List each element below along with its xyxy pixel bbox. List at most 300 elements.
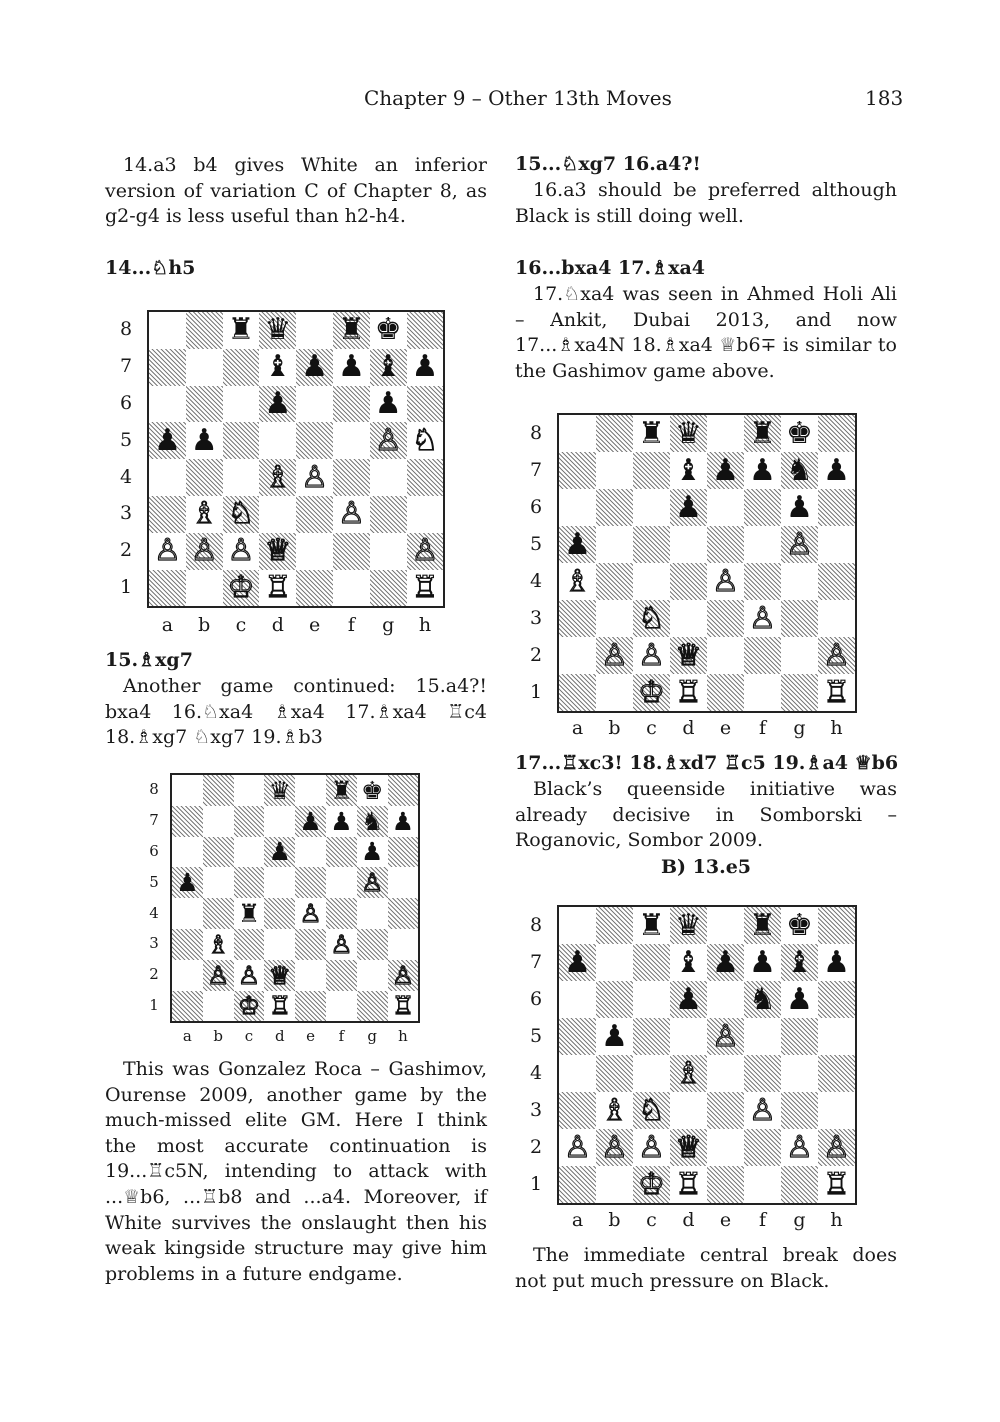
white-pawn-icon: ♙ — [227, 533, 255, 569]
file-label: e — [308, 614, 321, 636]
black-pawn-icon: ♟ — [268, 837, 291, 867]
black-knight-icon: ♞ — [360, 806, 384, 836]
board-square — [744, 944, 781, 981]
board-square — [744, 907, 781, 944]
board-square — [295, 898, 326, 929]
board-square — [333, 570, 370, 607]
black-pawn-icon: ♟ — [786, 981, 813, 1017]
board-square — [223, 386, 260, 423]
board-square — [744, 415, 781, 452]
rank-label: 2 — [149, 965, 159, 984]
board-square — [149, 422, 186, 459]
rank-label: 1 — [149, 996, 159, 1014]
board-square — [172, 867, 203, 898]
black-pawn-icon: ♟ — [190, 422, 218, 458]
board-square — [818, 944, 855, 981]
board-square — [296, 570, 333, 607]
board-square — [172, 929, 203, 960]
white-rook-icon: ♖ — [391, 991, 415, 1021]
white-rook-icon: ♖ — [268, 991, 291, 1021]
board-square — [234, 806, 265, 837]
board-square — [203, 960, 234, 991]
left-paragraph-1: 14.a3 b4 gives White an inferior version of variation C of Chapter 8, as g2-g4 is less useful than h2-h4. — [105, 154, 487, 228]
white-pawn-icon: ♙ — [411, 533, 439, 569]
white-rook-icon: ♖ — [823, 674, 850, 710]
board-square — [707, 1166, 744, 1203]
white-pawn-icon: ♙ — [564, 1129, 591, 1165]
board-square — [670, 1129, 707, 1166]
board-square — [818, 1055, 855, 1092]
file-label: a — [182, 1027, 192, 1045]
rank-label: 1 — [529, 680, 543, 703]
board-square — [781, 489, 818, 526]
board-square — [326, 991, 357, 1022]
board-square — [781, 600, 818, 637]
right-move-heading-1: 15...♘xg7 16.a4?! — [515, 153, 701, 175]
board-square — [707, 981, 744, 1018]
board-square — [818, 1092, 855, 1129]
board-square — [264, 960, 295, 991]
board-square — [264, 775, 295, 806]
black-bishop-icon: ♝ — [264, 349, 292, 385]
board-square — [707, 600, 744, 637]
board-square — [781, 563, 818, 600]
black-pawn-icon: ♟ — [264, 385, 292, 421]
board-square — [264, 806, 295, 837]
white-queen-icon: ♕ — [264, 533, 292, 569]
board-square — [633, 944, 670, 981]
board-square — [388, 806, 419, 837]
white-pawn-icon: ♙ — [601, 1129, 628, 1165]
black-pawn-icon: ♟ — [749, 944, 776, 980]
board-square — [370, 312, 407, 349]
board-square — [296, 533, 333, 570]
white-pawn-icon: ♙ — [638, 1129, 665, 1165]
board-square — [559, 1055, 596, 1092]
board-square — [707, 1092, 744, 1129]
black-rook-icon: ♜ — [337, 312, 365, 348]
board-square — [781, 1166, 818, 1203]
board-square — [633, 674, 670, 711]
board-square — [172, 991, 203, 1022]
white-knight-icon: ♘ — [638, 1092, 665, 1128]
file-label: e — [306, 1027, 316, 1045]
board-square — [203, 867, 234, 898]
board-square — [559, 489, 596, 526]
white-rook-icon: ♖ — [675, 674, 702, 710]
black-bishop-icon: ♝ — [675, 944, 702, 980]
rank-label: 7 — [119, 355, 133, 378]
black-pawn-icon: ♟ — [176, 868, 199, 898]
right-paragraph-1: 16.a3 should be preferred although Black is still doing well. — [515, 179, 897, 227]
board-square — [370, 349, 407, 386]
white-knight-icon: ♘ — [411, 422, 439, 458]
left-move-heading-2: 15.♗xg7 — [105, 649, 193, 671]
page-number: 183 — [865, 86, 904, 110]
board-square — [818, 600, 855, 637]
black-queen-icon: ♛ — [268, 775, 291, 805]
board-square — [596, 907, 633, 944]
white-pawn-icon: ♙ — [823, 637, 850, 673]
board-square — [295, 929, 326, 960]
board-square — [596, 1129, 633, 1166]
board-square — [559, 526, 596, 563]
board-square — [234, 775, 265, 806]
black-pawn-icon: ♟ — [749, 452, 776, 488]
board-square — [203, 898, 234, 929]
white-king-icon: ♔ — [227, 569, 255, 605]
left-paragraph-3: This was Gonzalez Roca – Gashimov, Ourense 2009, another game by the much-missed elite GM. Here I think the most accurate continuation is 19...♖c5N, intending to attack with ...♕b6, ...♖b8 and ...a4. Moreover, if White survives the onslaught then his weak kingside structure may give him problems in a future endgame. — [105, 1058, 487, 1285]
board-square — [149, 312, 186, 349]
board-square — [186, 459, 223, 496]
section-heading: B) 13.e5 — [660, 856, 752, 878]
board-square — [234, 867, 265, 898]
board-square — [781, 1055, 818, 1092]
white-pawn-icon: ♙ — [330, 929, 353, 959]
rank-label: 2 — [529, 1135, 543, 1158]
white-pawn-icon: ♙ — [374, 422, 402, 458]
black-pawn-icon: ♟ — [786, 489, 813, 525]
board-square — [818, 907, 855, 944]
board-square — [172, 806, 203, 837]
board-square — [333, 422, 370, 459]
board-square — [149, 349, 186, 386]
board-square — [559, 600, 596, 637]
board-square — [186, 496, 223, 533]
board-square — [223, 312, 260, 349]
board-square — [388, 929, 419, 960]
board-square — [670, 1018, 707, 1055]
left-move-heading-1: 14...♘h5 — [105, 257, 196, 279]
white-bishop-icon: ♗ — [564, 563, 591, 599]
board-square — [744, 1129, 781, 1166]
file-label: b — [213, 1027, 223, 1045]
rank-label: 3 — [529, 606, 543, 629]
black-pawn-icon: ♟ — [374, 385, 402, 421]
white-queen-icon: ♕ — [268, 960, 291, 990]
file-label: f — [758, 717, 767, 739]
board-square — [326, 806, 357, 837]
white-bishop-icon: ♗ — [675, 1055, 702, 1091]
board-square — [707, 944, 744, 981]
rank-label: 5 — [529, 532, 543, 555]
board-square — [670, 637, 707, 674]
board-square — [407, 422, 444, 459]
file-label: d — [682, 1209, 695, 1231]
board-square — [670, 563, 707, 600]
board-square — [781, 907, 818, 944]
board-square — [596, 526, 633, 563]
board-square — [370, 533, 407, 570]
board-square — [707, 1018, 744, 1055]
board-square — [744, 1166, 781, 1203]
file-label: a — [161, 614, 174, 636]
board-square — [707, 489, 744, 526]
board-square — [234, 960, 265, 991]
board-square — [818, 981, 855, 1018]
board-square — [407, 312, 444, 349]
board-square — [596, 637, 633, 674]
white-pawn-icon: ♙ — [601, 637, 628, 673]
file-label: c — [235, 614, 247, 636]
board-square — [326, 898, 357, 929]
board-square — [357, 991, 388, 1022]
board-square — [296, 386, 333, 423]
black-queen-icon: ♛ — [264, 312, 292, 348]
board-square — [370, 459, 407, 496]
board-square — [295, 991, 326, 1022]
board-square — [333, 349, 370, 386]
black-queen-icon: ♛ — [675, 415, 702, 451]
white-pawn-icon: ♙ — [360, 868, 384, 898]
board-square — [818, 637, 855, 674]
rank-label: 2 — [119, 539, 133, 562]
board-square — [333, 533, 370, 570]
board-square — [818, 1018, 855, 1055]
board-square — [149, 570, 186, 607]
file-label: g — [367, 1027, 377, 1045]
board-square — [670, 1055, 707, 1092]
file-label: a — [571, 717, 584, 739]
board-square — [407, 386, 444, 423]
file-label: b — [608, 717, 621, 739]
file-label: c — [646, 717, 657, 739]
board-square — [633, 452, 670, 489]
board-square — [633, 415, 670, 452]
board-square — [357, 898, 388, 929]
white-pawn-icon: ♙ — [749, 600, 776, 636]
board-square — [596, 415, 633, 452]
rank-label: 7 — [529, 458, 543, 481]
board-square — [744, 1018, 781, 1055]
black-pawn-icon: ♟ — [675, 489, 702, 525]
board-square — [707, 1055, 744, 1092]
file-label: e — [719, 1209, 732, 1231]
board-square — [259, 349, 296, 386]
board-square — [295, 775, 326, 806]
board-square — [559, 944, 596, 981]
board-square — [407, 459, 444, 496]
file-label: h — [830, 1209, 843, 1231]
board-square — [818, 674, 855, 711]
white-queen-icon: ♕ — [675, 1129, 702, 1165]
board-square — [234, 898, 265, 929]
black-pawn-icon: ♟ — [299, 806, 322, 836]
rank-label: 5 — [119, 428, 133, 451]
rank-label: 7 — [149, 811, 159, 830]
board-square — [259, 312, 296, 349]
board-square — [223, 349, 260, 386]
board-square — [670, 981, 707, 1018]
white-pawn-icon: ♙ — [337, 496, 365, 532]
board-square — [559, 1129, 596, 1166]
rank-label: 4 — [149, 903, 159, 922]
board-square — [781, 1092, 818, 1129]
board-square — [670, 1092, 707, 1129]
board-square — [223, 570, 260, 607]
board-square — [333, 312, 370, 349]
black-knight-icon: ♞ — [786, 452, 813, 488]
right-paragraph-3: Black’s queenside initiative was already decisive in Somborski – Roganovic, Sombor 2009. — [515, 778, 897, 852]
board-square — [370, 422, 407, 459]
board-square — [670, 1166, 707, 1203]
board-square — [357, 960, 388, 991]
file-label: g — [793, 717, 806, 739]
black-rook-icon: ♜ — [749, 907, 776, 943]
file-label: b — [198, 614, 211, 636]
board-square — [203, 929, 234, 960]
board-square — [633, 1018, 670, 1055]
board-square — [633, 563, 670, 600]
board-square — [326, 960, 357, 991]
chapter-title: Chapter 9 – Other 13th Moves — [364, 86, 672, 110]
board-square — [818, 563, 855, 600]
board-square — [781, 526, 818, 563]
rank-label: 2 — [529, 643, 543, 666]
black-bishop-icon: ♝ — [675, 452, 702, 488]
file-label: d — [274, 1027, 285, 1045]
board-square — [296, 459, 333, 496]
rank-label: 4 — [119, 465, 133, 488]
board-square — [596, 489, 633, 526]
black-rook-icon: ♜ — [638, 415, 665, 451]
white-king-icon: ♔ — [237, 991, 261, 1021]
board-square — [264, 898, 295, 929]
board-square — [633, 637, 670, 674]
rank-label: 4 — [529, 569, 543, 592]
board-square — [559, 1166, 596, 1203]
board-square — [259, 459, 296, 496]
board-square — [559, 452, 596, 489]
rank-label: 6 — [119, 392, 133, 414]
board-square — [186, 533, 223, 570]
right-move-heading-3: 17...♖xc3! 18.♗xd7 ♖c5 19.♗a4 ♕b6 — [515, 752, 899, 774]
board-square — [596, 452, 633, 489]
board-square — [370, 570, 407, 607]
board-square — [596, 1055, 633, 1092]
rank-label: 1 — [529, 1172, 543, 1195]
board-square — [744, 981, 781, 1018]
rank-label: 6 — [529, 495, 543, 518]
black-pawn-icon: ♟ — [391, 806, 415, 836]
white-bishop-icon: ♗ — [206, 929, 230, 959]
board-square — [559, 981, 596, 1018]
board-square — [707, 563, 744, 600]
black-king-icon: ♚ — [360, 775, 384, 805]
right-paragraph-4: The immediate central break does not put much pressure on Black. — [515, 1244, 897, 1292]
board-square — [186, 349, 223, 386]
board-square — [744, 563, 781, 600]
board-square — [818, 1166, 855, 1203]
board-square — [370, 386, 407, 423]
board-square — [357, 837, 388, 868]
board-square — [223, 422, 260, 459]
board-square — [596, 563, 633, 600]
white-pawn-icon: ♙ — [190, 533, 218, 569]
rank-label: 5 — [529, 1024, 543, 1047]
board-square — [172, 775, 203, 806]
board-square — [326, 929, 357, 960]
black-rook-icon: ♜ — [227, 312, 255, 348]
board-square — [223, 459, 260, 496]
white-pawn-icon: ♙ — [712, 563, 739, 599]
board-square — [259, 496, 296, 533]
black-king-icon: ♚ — [786, 907, 813, 943]
rank-label: 1 — [119, 576, 133, 598]
board-square — [559, 1092, 596, 1129]
board-square — [259, 533, 296, 570]
board-square — [388, 898, 419, 929]
board-square — [707, 907, 744, 944]
board-square — [559, 637, 596, 674]
black-pawn-icon: ♟ — [337, 349, 365, 385]
board-square — [264, 837, 295, 868]
board-square — [388, 867, 419, 898]
white-rook-icon: ♖ — [264, 569, 292, 605]
board-square — [670, 600, 707, 637]
board-square — [707, 637, 744, 674]
board-square — [357, 929, 388, 960]
board-square — [259, 386, 296, 423]
file-label: d — [682, 717, 695, 739]
white-pawn-icon: ♙ — [823, 1129, 850, 1165]
rank-label: 4 — [529, 1061, 543, 1084]
rank-label: 7 — [529, 950, 543, 973]
board-square — [559, 1018, 596, 1055]
board-square — [295, 960, 326, 991]
white-knight-icon: ♘ — [638, 600, 665, 636]
board-square — [388, 991, 419, 1022]
board-square — [295, 867, 326, 898]
board-square — [388, 960, 419, 991]
white-king-icon: ♔ — [638, 1166, 665, 1202]
board-square — [707, 674, 744, 711]
board-square — [707, 415, 744, 452]
file-label: b — [608, 1209, 621, 1231]
board-square — [633, 489, 670, 526]
board-square — [326, 837, 357, 868]
board-square — [744, 489, 781, 526]
board-square — [234, 929, 265, 960]
board-square — [559, 674, 596, 711]
black-pawn-icon: ♟ — [675, 981, 702, 1017]
board-square — [633, 1166, 670, 1203]
board-square — [407, 533, 444, 570]
board-square — [818, 489, 855, 526]
board-square — [744, 452, 781, 489]
rank-label: 6 — [529, 987, 543, 1010]
chess-board — [170, 773, 420, 1023]
black-bishop-icon: ♝ — [374, 349, 402, 385]
board-square — [326, 775, 357, 806]
board-square — [818, 415, 855, 452]
file-label: g — [793, 1209, 806, 1231]
board-square — [744, 1055, 781, 1092]
white-king-icon: ♔ — [638, 674, 665, 710]
board-square — [670, 526, 707, 563]
board-square — [596, 600, 633, 637]
board-square — [333, 459, 370, 496]
white-pawn-icon: ♙ — [391, 960, 415, 990]
white-queen-icon: ♕ — [675, 637, 702, 673]
black-rook-icon: ♜ — [638, 907, 665, 943]
black-pawn-icon: ♟ — [823, 452, 850, 488]
board-square — [357, 867, 388, 898]
file-label: h — [418, 614, 432, 636]
right-move-heading-2: 16...bxa4 17.♗xa4 — [515, 257, 705, 279]
black-pawn-icon: ♟ — [360, 837, 384, 867]
board-square — [264, 991, 295, 1022]
